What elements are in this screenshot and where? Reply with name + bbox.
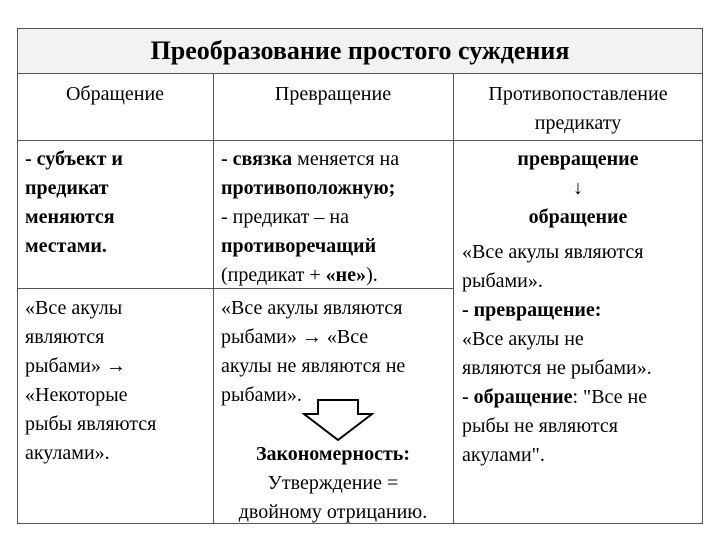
col2-example-line: акулы не являются не: [221, 355, 406, 377]
col3-step1: превращение: [517, 148, 639, 170]
col3-inversion-rest: : "Все не: [572, 386, 648, 408]
col2-rule-line: - предикат – на: [221, 206, 349, 228]
col3-inversion-label: - обращение: [462, 386, 573, 408]
col1-example-line: акулами».: [25, 442, 110, 464]
header-col3-line2: предикату: [534, 112, 622, 134]
law-line: Утверждение =: [267, 472, 399, 494]
down-arrow-icon: [302, 398, 374, 442]
col1-rule-line: предикат: [25, 177, 109, 199]
ne-particle: «не»: [325, 264, 367, 286]
col2-rule-line: противоречащий: [221, 235, 377, 257]
col2-rule-line: противоположную;: [221, 177, 396, 199]
col1-rule-line: местами.: [25, 235, 107, 257]
col1-rule-line: - субъект и: [25, 148, 123, 170]
col1-rule-line: меняются: [25, 206, 115, 228]
law-label: Закономерность:: [255, 443, 411, 465]
col3-conversion-label: - превращение:: [462, 299, 602, 321]
law-line: двойному отрицанию.: [238, 501, 428, 523]
col2-rule: [221, 145, 451, 290]
col3-sequence: [453, 145, 703, 232]
table-title: Преобразование простого суждения: [17, 28, 703, 74]
header-obrashchenie: Обращение: [65, 83, 165, 105]
col2-rule-line: [221, 145, 451, 174]
col2-law: [213, 440, 453, 527]
col3-conversion-line: «Все акулы не: [462, 328, 584, 350]
col3-example: [462, 238, 702, 470]
connective-rest: меняется на: [292, 148, 400, 170]
header-prevrashchenie: Превращение: [274, 83, 392, 105]
col3-example-line: рыбами».: [462, 270, 543, 292]
col3-down-arrow-icon: ↓: [573, 177, 583, 199]
col2-example-line: рыбами» → «Все: [221, 326, 369, 348]
header-col3-line1: Противопоставление: [488, 83, 668, 105]
col1-example-line: «Все акулы: [25, 297, 123, 319]
col3-step2: обращение: [528, 206, 628, 228]
predicate-note-a: (предикат +: [221, 264, 326, 286]
predicate-note-b: ).: [366, 264, 378, 286]
col1-rule: [25, 145, 211, 261]
col1-example: [25, 294, 211, 468]
col3-inversion-line: рыбы не являются: [462, 415, 618, 437]
connective-label: - связка: [221, 148, 293, 170]
col2-example-line: рыбами».: [221, 384, 302, 406]
col3-inversion-line: акулами".: [462, 444, 545, 466]
col1-example-line: являются: [25, 326, 105, 348]
col1-example-line: «Некоторые: [25, 384, 128, 406]
col3-inversion-line: [462, 383, 702, 412]
header-divider: [17, 140, 703, 141]
col1-example-line: рыбы являются: [25, 413, 157, 435]
col1-example-line: рыбами» →: [25, 355, 126, 377]
col2-rule-line: [221, 261, 451, 290]
col2-example: [221, 294, 453, 410]
col3-conversion-line: являются не рыбами».: [462, 357, 652, 379]
col3-example-line: «Все акулы являются: [462, 241, 644, 263]
header-protivopostavlenie: [453, 80, 703, 138]
col2-example-line: «Все акулы являются: [221, 297, 403, 319]
column-divider-2: [453, 74, 454, 524]
